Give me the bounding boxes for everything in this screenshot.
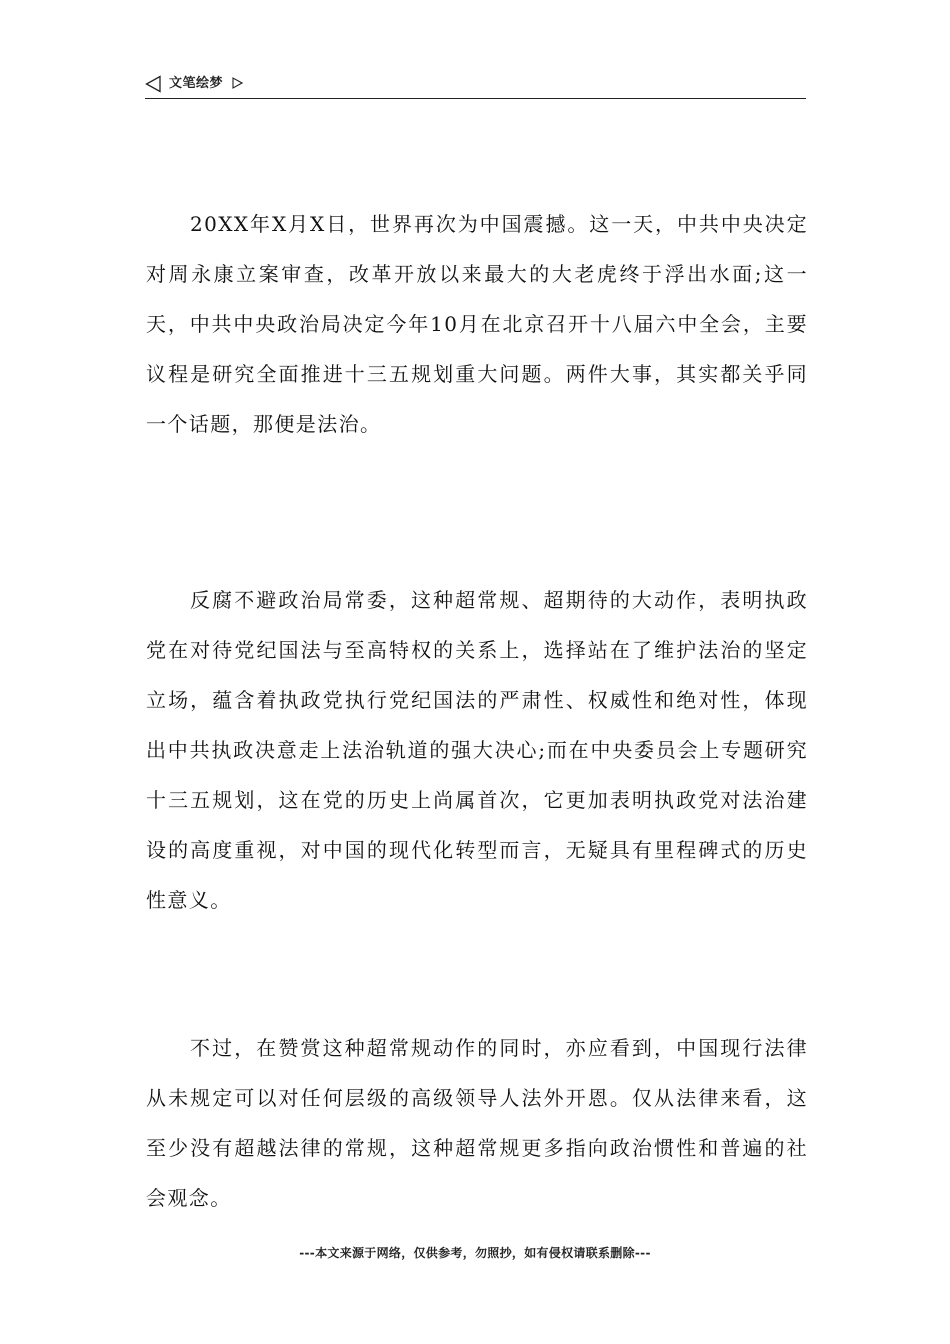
footer-disclaimer: ---本文来源于网络，仅供参考，勿照抄，如有侵权请联系删除--- — [299, 1246, 651, 1260]
body-paragraph-2: 反腐不避政治局常委，这种超常规、超期待的大动作，表明执政党在对待党纪国法与至高特权的关系上，选择站在了维护法治的坚定立场，蕴含着执政党执行党纪国法的严肃性、权威性和绝对性，体现出中共执政决意走上法治轨道的强大决心;而在中央委员会上专题研究十三五规划，这在党的历史上尚属首次，它更加表明执政党对法治建设的高度重视，对中国的现代化转型而言，无疑具有里程碑式的历史性意义。 — [146, 588, 808, 912]
body-paragraph-1: 20XX年X月X日，世界再次为中国震撼。这一天，中共中央决定对周永康立案审查，改革开放以来最大的大老虎终于浮出水面;这一天，中共中央政治局决定今年10月在北京召开十八届六中全会，主要议程是研究全面推进十三五规划重大问题。两件大事，其实都关乎同一个话题，那便是法治。 — [146, 212, 808, 436]
header-title: 文笔绘梦 — [169, 76, 224, 91]
page-header — [145, 72, 806, 99]
body-paragraph-3: 不过，在赞赏这种超常规动作的同时，亦应看到，中国现行法律从未规定可以对任何层级的高级领导人法外开恩。仅从法律来看，这至少没有超越法律的常规，这种超常规更多指向政治惯性和普遍的社会观念。 — [146, 1036, 808, 1210]
triangle-left-outline-icon — [145, 75, 161, 93]
triangle-right-outline-icon — [232, 77, 243, 89]
